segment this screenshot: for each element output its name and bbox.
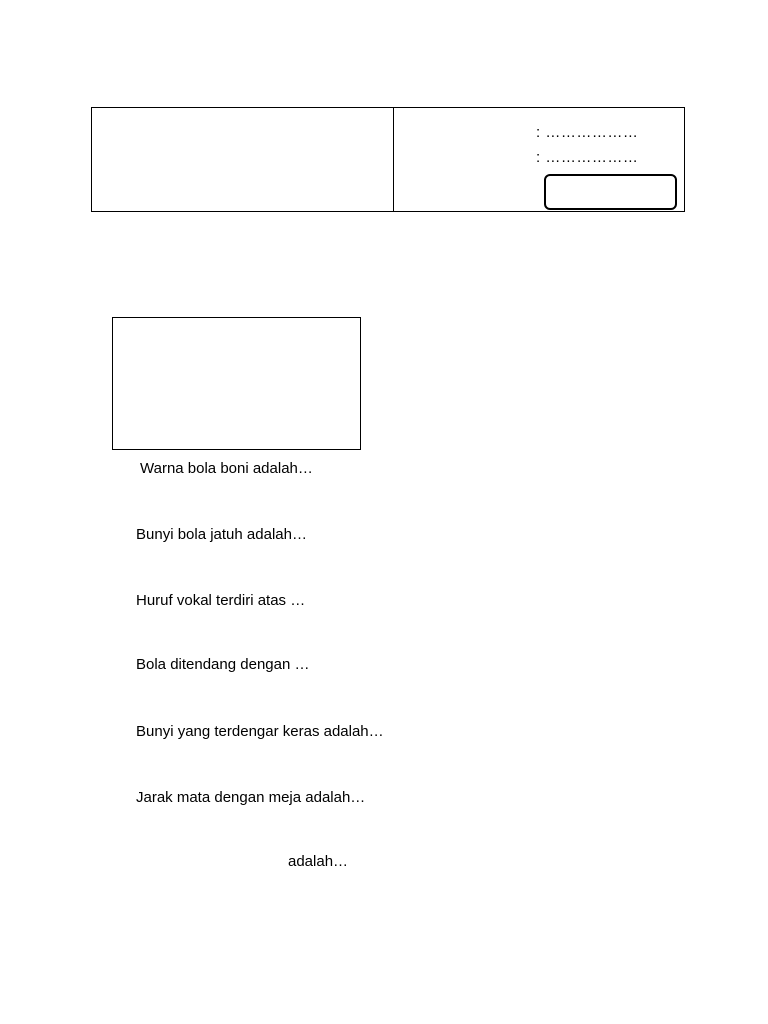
question-3: Huruf vokal terdiri atas … [136,592,306,609]
score-box [544,174,677,210]
question-2: Bunyi bola jatuh adalah… [136,526,307,543]
question-1: Warna bola boni adalah… [140,460,313,477]
class-field-line: : ……………… [536,149,639,166]
question-6: Jarak mata dengan meja adalah… [136,789,366,806]
question-5: Bunyi yang terdengar keras adalah… [136,723,384,740]
header-right-cell [394,108,684,211]
picture-box [112,317,361,450]
question-7: adalah… [288,853,349,870]
question-4: Bola ditendang dengan … [136,656,310,673]
header-left-cell [92,108,394,211]
header-table [91,107,685,212]
name-field-line: : ……………… [536,124,639,141]
